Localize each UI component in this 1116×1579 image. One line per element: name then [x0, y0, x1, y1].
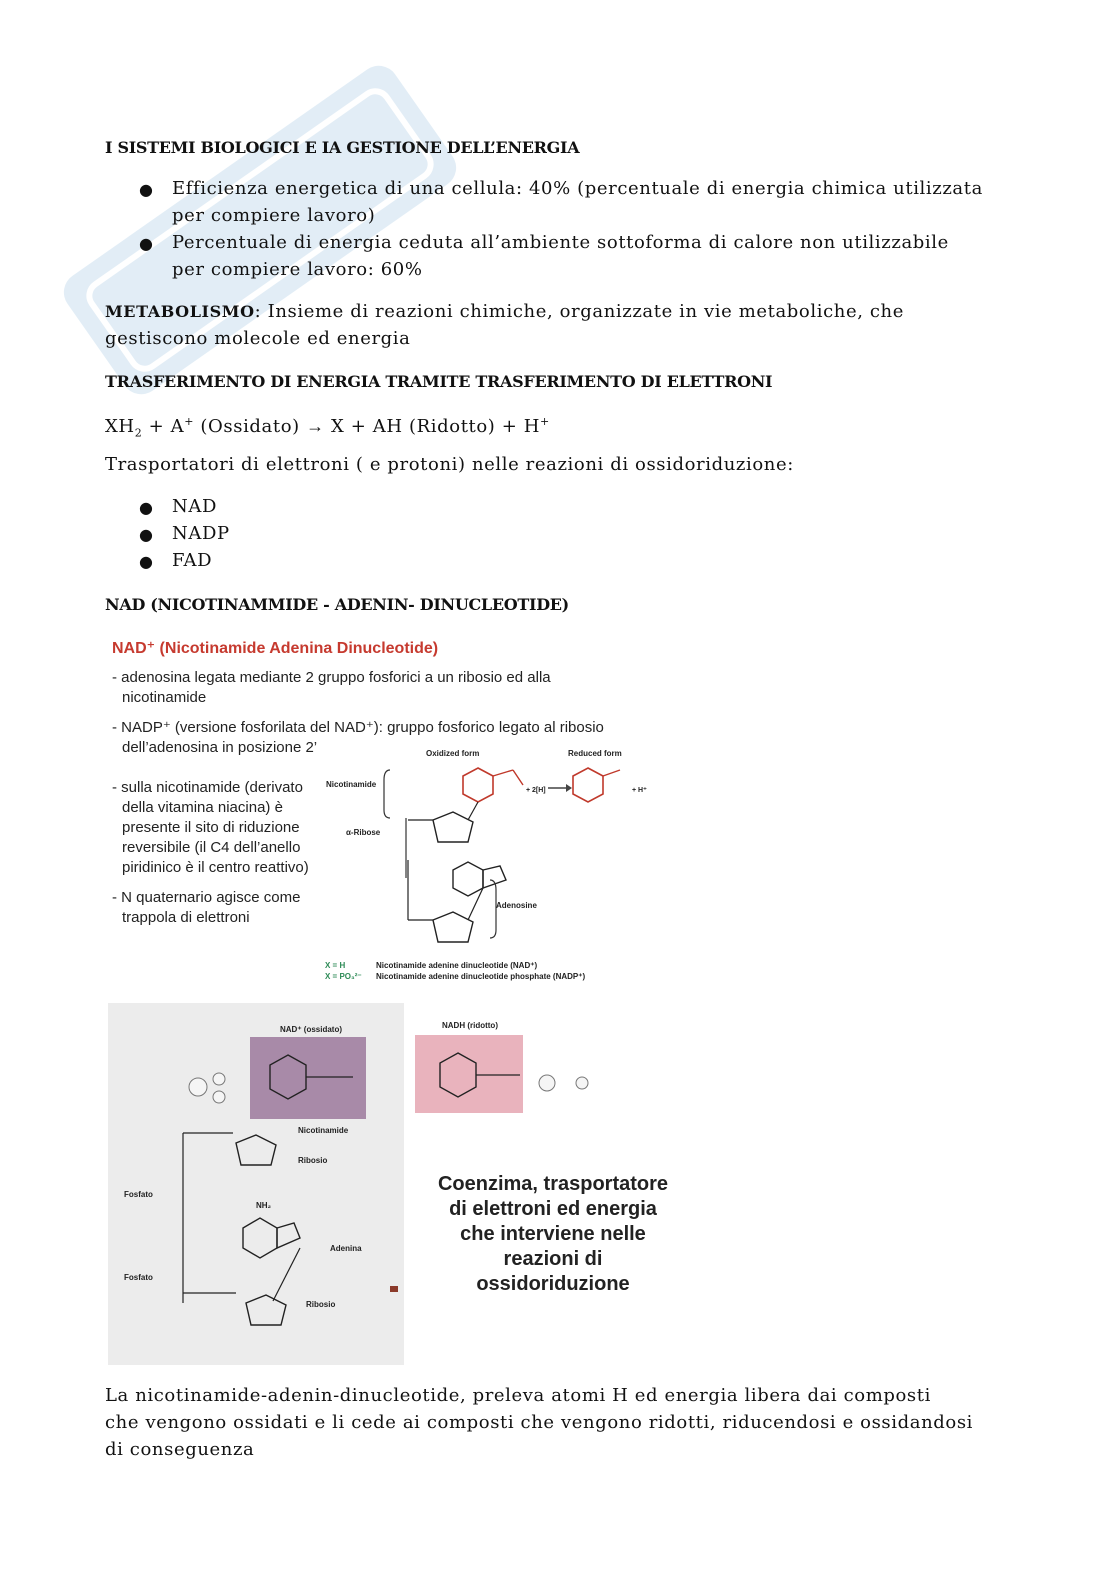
svg-text:Nicotinamide: Nicotinamide [326, 780, 377, 789]
svg-text:+ 2[H]: + 2[H] [526, 787, 546, 794]
arrow-right-icon: → [306, 416, 325, 436]
figure-text: della vitamina niacina) è [122, 799, 283, 816]
svg-text:X = H: X = H [325, 961, 346, 970]
svg-text:NAD⁺ (ossidato): NAD⁺ (ossidato) [280, 1025, 342, 1034]
figure-text: nicotinamide [122, 689, 207, 706]
bullet-icon: ● [139, 552, 153, 571]
figure-text: - sulla nicotinamide (derivato [112, 779, 303, 796]
coenzima-caption: Coenzima, trasportatore di elettroni ed energia che interviene nelle reazioni di ossidoriduzione [437, 1173, 669, 1295]
svg-text:+ H⁺: + H⁺ [632, 787, 647, 794]
svg-text:X = PO₃²⁻: X = PO₃²⁻ [325, 972, 362, 981]
figure-text: reversibile (il C4 dell’anello [122, 839, 301, 856]
list-item: Percentuale di energia ceduta all’ambiente sottoforma di calore non utilizzabile per compiere lavoro: 60% [172, 232, 949, 280]
figure-text: - adenosina legata mediante 2 gruppo fosforici a un ribosio ed alla [112, 669, 551, 686]
svg-text:NADH (ridotto): NADH (ridotto) [442, 1021, 498, 1030]
list-item-nadp: NADP [172, 523, 230, 544]
bullet-icon: ● [139, 525, 153, 544]
nadh-structure [410, 1017, 610, 1127]
metabolismo-term: METABOLISMO [105, 302, 255, 321]
nad-molecule-diagram [108, 630, 663, 992]
list-item-fad: FAD [172, 550, 213, 571]
trasportatori-text: Trasportatori di elettroni ( e protoni) nelle reazioni di ossidoriduzione: [105, 454, 794, 475]
bullet-icon: ● [139, 498, 153, 517]
closing-paragraph: La nicotinamide-adenin-dinucleotide, preleva atomi H ed energia libera dai composti che vengono ossidati e li cede ai composti che vengono ridotti, riducendosi e ossidandosi di conseguenza [105, 1385, 974, 1460]
figure-text: dell’adenosina in posizione 2’ [122, 739, 318, 756]
svg-text:Adenina: Adenina [330, 1244, 362, 1253]
svg-text:Nicotinamide adenine dinucleot: Nicotinamide adenine dinucleotide (NAD⁺) [376, 961, 538, 970]
svg-text:Fosfato: Fosfato [124, 1190, 153, 1199]
figure-text: trappola di elettroni [122, 909, 250, 926]
svg-text:Adenosine: Adenosine [496, 901, 537, 910]
nad-redox-scheme [108, 1003, 404, 1365]
figure-title: NAD⁺ (Nicotinamide Adenina Dinucleotide) [112, 640, 439, 657]
heading-nad: NAD (NICOTINAMMIDE - ADENIN- DINUCLEOTIDE) [105, 595, 569, 614]
figure-text: - N quaternario agisce come [112, 889, 301, 906]
svg-text:Oxidized form: Oxidized form [426, 749, 480, 758]
redox-equation: $XH_2 + A^+$ (Ossidato) → X + AH (Ridotto) + H+ [105, 415, 550, 440]
nad-redox-diagram [108, 1003, 404, 1365]
nad-structure-figure [108, 630, 663, 992]
svg-text:α-Ribose: α-Ribose [346, 828, 381, 837]
heading-trasferimento: TRASFERIMENTO DI ENERGIA TRAMITE TRASFERIMENTO DI ELETTRONI [105, 372, 773, 391]
bullet-icon: ● [139, 180, 153, 199]
metabolismo-paragraph: METABOLISMO: Insieme di reazioni chimiche, organizzate in vie metaboliche, che gestiscono molecole ed energia [105, 301, 904, 349]
list-item: Efficienza energetica di una cellula: 40% (percentuale di energia chimica utilizzata per compiere lavoro) [172, 178, 983, 226]
bullet-icon: ● [139, 234, 153, 253]
svg-text:Ribosio: Ribosio [298, 1156, 328, 1165]
svg-text:Fosfato: Fosfato [124, 1273, 153, 1282]
figure-text: presente il sito di riduzione [122, 819, 300, 836]
heading-sistemi-biologici: I SISTEMI BIOLOGICI E IA GESTIONE DELL’ENERGIA [105, 138, 580, 157]
svg-text:Nicotinamide: Nicotinamide [298, 1126, 349, 1135]
svg-text:NH₂: NH₂ [256, 1201, 272, 1210]
svg-text:Ribosio: Ribosio [306, 1300, 336, 1309]
list-item-nad: NAD [172, 496, 217, 517]
svg-text:Reduced form: Reduced form [568, 749, 622, 758]
figure-text: piridinico è il centro reattivo) [122, 859, 309, 876]
svg-text:Nicotinamide adenine dinucleot: Nicotinamide adenine dinucleotide phosphate (NADP⁺) [376, 972, 586, 981]
figure-text: - NADP⁺ (versione fosforilata del NAD⁺): gruppo fosforico legato al ribosio [112, 719, 604, 736]
